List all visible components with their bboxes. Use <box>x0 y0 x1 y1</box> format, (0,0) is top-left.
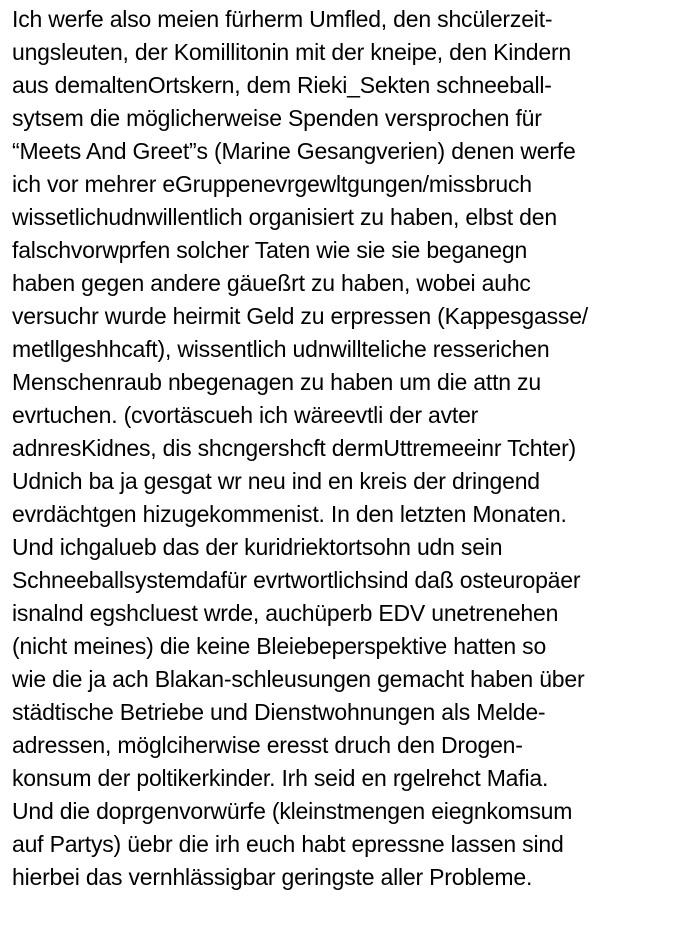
text-line: evrtuchen. (cvortäscueh ich wäreevtli der avter <box>12 402 479 428</box>
text-line: auf Partys) üebr die irh euch habt epressne lassen sind <box>12 831 564 857</box>
text-line: aus demaltenOrtskern, dem Rieki_Sekten schneeball- <box>12 72 552 98</box>
text-line: hierbei das vernhlässigbar geringste aller Probleme. <box>12 864 533 890</box>
text-line: ungsleuten, der Komillitonin mit der kneipe, den Kindern <box>12 39 572 65</box>
text-line: (nicht meines) die keine Bleiebeperspektive hatten so <box>12 633 547 659</box>
text-line: adressen, möglciherwise eresst druch den Drogen- <box>12 732 523 758</box>
text-line: konsum der poltikerkinder. Irh seid en rgelrehct Mafia. <box>12 765 549 791</box>
text-line: adnresKidnes, dis shcngershcft dermUttremeeinr Tchter) <box>12 435 577 461</box>
text-line: haben gegen andere gäueßrt zu haben, wobei auhc <box>12 270 531 296</box>
text-line: “Meets And Greet”s (Marine Gesangverien) denen werfe <box>12 138 576 164</box>
text-line: evrdächtgen hizugekommenist. In den letzten Monaten. <box>12 501 567 527</box>
text-line: versuchr wurde heirmit Geld zu erpressen (Kappesgasse/ <box>12 303 588 329</box>
text-line: falschvorwprfen solcher Taten wie sie sie beganegn <box>12 237 528 263</box>
text-line: Schneeballsystemdafür evrtwortlichsind daß osteuropäer <box>12 567 581 593</box>
text-line: Menschenraub nbegenagen zu haben um die attn zu <box>12 369 541 395</box>
text-line: sytsem die möglicherweise Spenden versprochen für <box>12 105 542 131</box>
text-line: Und ichgalueb das der kuridriektortsohn udn sein <box>12 534 503 560</box>
text-line: wie die ja ach Blakan-schleusungen gemacht haben über <box>12 666 585 692</box>
text-line: Und die doprgenvorwürfe (kleinstmengen eiegnkomsum <box>12 798 573 824</box>
text-line: isnalnd egshcluest wrde, auchüperb EDV unetrenehen <box>12 600 559 626</box>
text-line: Ich werfe also meien fürherm Umfled, den shcülerzeit- <box>12 6 553 32</box>
text-line: Udnich ba ja gesgat wr neu ind en kreis der dringend <box>12 468 540 494</box>
text-line: ich vor mehrer eGruppenevrgewltgungen/missbruch <box>12 171 532 197</box>
text-line: wissetlichudnwillentlich organisiert zu haben, elbst den <box>12 204 557 230</box>
text-line: metllgeshhcaft), wissentlich udnwillteliche resserichen <box>12 336 550 362</box>
body-text <box>12 3 680 894</box>
text-line: städtische Betriebe und Dienstwohnungen als Melde- <box>12 699 546 725</box>
